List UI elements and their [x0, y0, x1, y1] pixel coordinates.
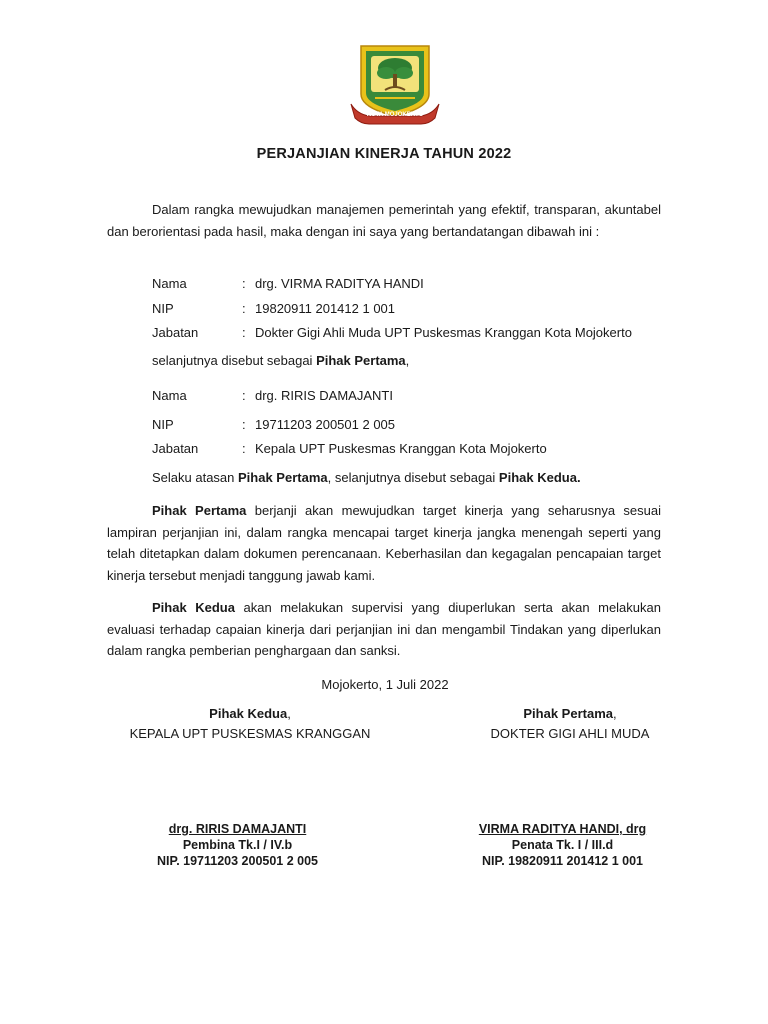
designation-suffix: ,: [405, 353, 410, 368]
field-value: drg. VIRMA RADITYA HANDI: [255, 276, 424, 291]
left-signatory-role: [100, 706, 400, 721]
left-signatory-rank: Pembina Tk.I / IV.b: [182, 838, 293, 852]
right-signatory-nip: NIP. 19820911 201412 1 001: [481, 854, 644, 868]
field-label: Jabatan: [152, 441, 199, 456]
field-value: 19820911 201412 1 001: [255, 301, 396, 316]
field-colon: :: [242, 301, 246, 316]
place-date: Mojokerto, 1 Juli 2022: [321, 677, 449, 692]
designation-bold: Pihak Pertama: [316, 353, 406, 368]
signatory-name-text: drg. RIRIS DAMAJANTI: [168, 822, 307, 836]
right-signatory-rank: Penata Tk. I / III.d: [511, 838, 614, 852]
intro-paragraph: Dalam rangka mewujudkan manajemen pemerintah yang efektif, transparan, akuntabel dan berorientasi pada hasil, maka dengan ini saya yang bertandatangan dibawah ini :: [107, 202, 661, 239]
paragraph-text: berjanji akan mewujudkan target kinerja yang seharusnya sesuai lampiran perjanjian ini, dalam rangka mencapai target kinerja jangka menengah seperti yang telah ditetapkan dalam dokumen perencanaan. Keberhasilan dan kegagalan pencapaian target kinerja tersebut menjadi tanggung jawab kami.: [107, 503, 661, 583]
left-signatory-name: [100, 822, 375, 836]
party2-designation: [152, 470, 581, 485]
party1-designation: [152, 353, 409, 368]
field-value: drg. RIRIS DAMAJANTI: [255, 388, 393, 403]
paragraph-lead-bold: Pihak Pertama: [152, 503, 247, 518]
right-signatory-position: DOKTER GIGI AHLI MUDA: [490, 726, 650, 741]
role-suffix: ,: [287, 706, 291, 721]
field-colon: :: [242, 276, 246, 291]
field-colon: :: [242, 441, 246, 456]
designation-bold: Pihak Pertama: [238, 470, 328, 485]
field-colon: :: [242, 325, 246, 340]
role-suffix: ,: [612, 706, 617, 721]
designation-text: Selaku atasan: [152, 470, 239, 485]
signatory-name-text: VIRMA RADITYA HANDI, drg: [478, 822, 647, 836]
supervision-paragraph: [107, 597, 661, 662]
field-label: Nama: [152, 388, 187, 403]
paragraph-lead-bold: Pihak Kedua: [152, 600, 235, 615]
field-colon: :: [242, 417, 246, 432]
emblem-motto: KOTA MOJOKERTO: [366, 112, 424, 118]
role-bold: Pihak Pertama: [523, 706, 613, 721]
designation-text: , selanjutnya disebut sebagai: [327, 470, 499, 485]
field-value: Kepala UPT Puskesmas Kranggan Kota Mojokerto: [255, 441, 547, 456]
designation-text: selanjutnya disebut sebagai: [152, 353, 317, 368]
field-label: Jabatan: [152, 325, 199, 340]
document-title: PERJANJIAN KINERJA TAHUN 2022: [256, 146, 512, 162]
field-label: Nama: [152, 276, 187, 291]
field-label: NIP: [152, 417, 174, 432]
field-colon: :: [242, 388, 246, 403]
left-signatory-nip: NIP. 19711203 200501 2 005: [156, 854, 319, 868]
paragraph-text: akan melakukan supervisi yang diuperlukan serta akan melakukan evaluasi terhadap capaian kinerja dari perjanjian ini dan mengambil Tindakan yang diperlukan dalam rangka pemberian penghargaan dan sanksi.: [107, 600, 661, 658]
right-signatory-name: [425, 822, 700, 836]
field-value: 19711203 200501 2 005: [255, 417, 396, 432]
field-label: NIP: [152, 301, 174, 316]
field-value: Dokter Gigi Ahli Muda UPT Puskesmas Kranggan Kota Mojokerto: [255, 325, 632, 340]
commitment-paragraph: [107, 500, 661, 586]
role-bold: Pihak Kedua: [209, 706, 288, 721]
left-signatory-position: KEPALA UPT PUSKESMAS KRANGGAN: [129, 726, 371, 741]
designation-bold: Pihak Kedua.: [498, 470, 581, 485]
right-signatory-role: [420, 706, 720, 721]
